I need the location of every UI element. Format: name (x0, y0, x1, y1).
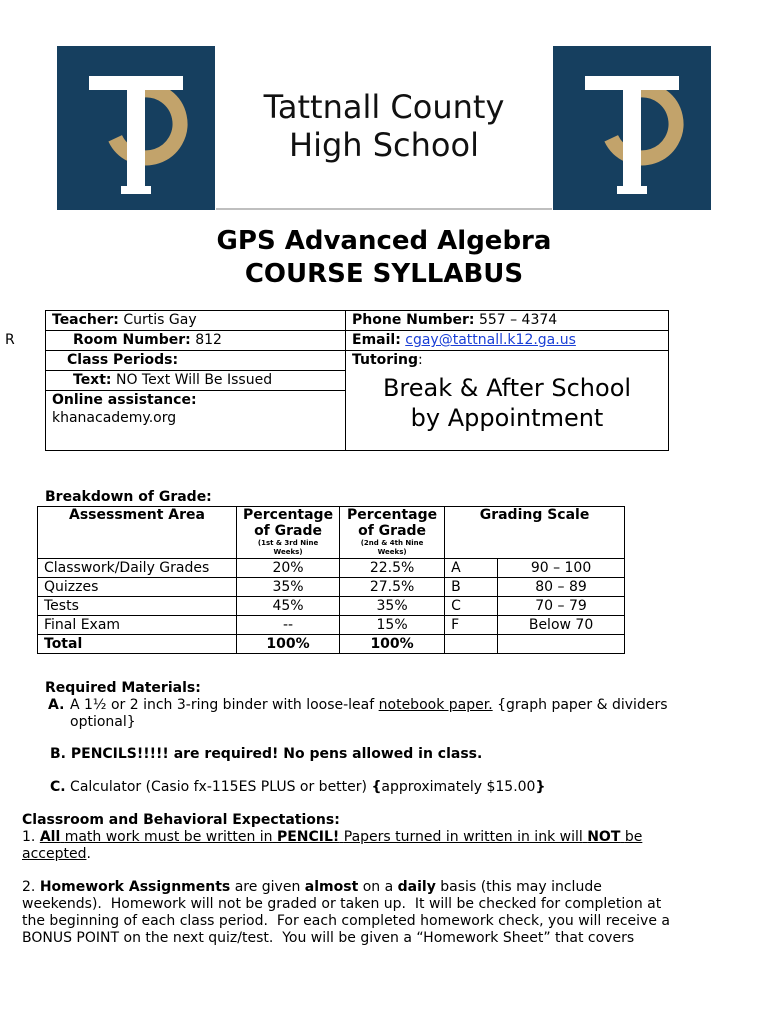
pct2-cell: 15% (340, 616, 445, 635)
expectation-2-line3: the beginning of each class period. For each completed homework check, you will receive a (22, 913, 670, 929)
tc-logo-icon (57, 46, 215, 210)
expectation-2-daily: daily (397, 879, 436, 895)
materials-heading: Required Materials: (45, 680, 201, 696)
total-range-empty (498, 635, 625, 654)
expectation-1-text1: math work must be written in (64, 829, 273, 845)
pct1-cell: 45% (237, 597, 340, 616)
email-label: Email: (352, 332, 401, 348)
pct1-cell: 20% (237, 559, 340, 578)
room-label: Room Number: (73, 332, 191, 348)
col-percentage-2-label: Percentage of Grade (347, 507, 438, 539)
teacher-value: Curtis Gay (123, 312, 197, 328)
col-percentage-2-sub: (2nd & 4th Nine Weeks) (360, 539, 424, 556)
grade-table (37, 506, 625, 654)
tc-logo-icon (553, 46, 711, 210)
pct1-cell: 35% (237, 578, 340, 597)
online-label: Online assistance: (52, 392, 197, 408)
teacher-cell (46, 311, 346, 331)
tutoring-cell (346, 351, 669, 451)
expectation-2-hw: Homework Assignments (39, 879, 231, 895)
expectation-1-body (40, 829, 643, 845)
col-percentage-1-label: Percentage of Grade (243, 507, 334, 539)
table-row (38, 597, 625, 616)
pct1-cell: -- (237, 616, 340, 635)
course-title: GPS Advanced Algebra (216, 226, 552, 256)
syllabus-title: COURSE SYLLABUS (244, 259, 524, 289)
expectation-2-line4: BONUS POINT on the next quiz/test. You will be given a “Homework Sheet” that covers (22, 930, 635, 946)
col-percentage-1-sub: (1st & 3rd Nine Weeks) (257, 539, 319, 556)
teacher-info-table (45, 310, 669, 451)
text-value: NO Text Will Be Issued (115, 372, 273, 388)
expectation-1-accepted: accepted (22, 846, 87, 862)
expectation-1-num: 1. (22, 829, 36, 845)
expectation-1-be: be (624, 829, 643, 845)
tutoring-line2: by Appointment (410, 404, 604, 432)
expectation-2-almost: almost (304, 879, 359, 895)
phone-value: 557 – 4374 (478, 312, 558, 328)
text-label: Text: (73, 372, 112, 388)
material-a-marker: A. (48, 697, 65, 713)
col-percentage-2 (340, 507, 445, 559)
school-name-line1: Tattnall County (263, 88, 505, 126)
expectation-1-pencil: PENCIL! (276, 829, 340, 845)
expectation-2-num: 2. (22, 879, 36, 895)
expectation-1 (22, 829, 662, 863)
total-label: Total (38, 635, 237, 654)
expectation-2-line1 (22, 879, 682, 896)
material-c-marker: C. (50, 779, 66, 795)
area-cell: Final Exam (38, 616, 237, 635)
material-a-text3: optional} (70, 714, 136, 730)
expectation-1-period: . (86, 846, 91, 862)
area-cell: Classwork/Daily Grades (38, 559, 237, 578)
online-value: khanacademy.org (52, 410, 177, 426)
school-logo-left (57, 46, 215, 210)
school-logo-right (553, 46, 711, 210)
col-grading-scale: Grading Scale (445, 507, 625, 559)
email-link[interactable]: cgay@tattnall.k12.ga.us (405, 332, 576, 348)
expectation-1-text2: Papers turned in written in ink will (343, 829, 583, 845)
expectation-2-line2: weekends). Homework will not be graded or taken up. It will be checked for completion at (22, 896, 662, 912)
expectation-2-are: are given (234, 879, 301, 895)
total-pct2: 100% (340, 635, 445, 654)
letter-cell: C (445, 597, 498, 616)
expectations-heading: Classroom and Behavioral Expectations: (22, 812, 340, 828)
material-b: B. PENCILS!!!!! are required! No pens allowed in class. (50, 746, 483, 762)
area-cell: Tests (38, 597, 237, 616)
material-c-brace-close: } (535, 779, 546, 795)
total-row (38, 635, 625, 654)
table-row (38, 616, 625, 635)
text-cell (46, 371, 346, 391)
pct2-cell: 27.5% (340, 578, 445, 597)
area-cell: Quizzes (38, 578, 237, 597)
email-cell (346, 331, 669, 351)
periods-cell (46, 351, 346, 371)
material-a (48, 697, 688, 731)
material-a-text2: {graph paper & dividers (497, 697, 668, 713)
expectation-2 (22, 879, 682, 947)
letter-cell: B (445, 578, 498, 597)
material-c-text2: approximately $15.00 (381, 779, 536, 795)
expectation-2-on: on a (362, 879, 394, 895)
tutoring-label: Tutoring (352, 352, 418, 368)
tutoring-line1: Break & After School (382, 374, 632, 402)
room-value: 812 (195, 332, 222, 348)
expectation-2-rest1: basis (this may include (440, 879, 602, 895)
room-cell (46, 331, 346, 351)
letter-cell: F (445, 616, 498, 635)
range-cell: 90 – 100 (498, 559, 625, 578)
expectation-1-not: NOT (587, 829, 621, 845)
phone-cell (346, 311, 669, 331)
range-cell: 70 – 79 (498, 597, 625, 616)
col-percentage-1 (237, 507, 340, 559)
tutoring-colon: : (417, 352, 423, 368)
expectation-1-line2 (22, 846, 662, 863)
grade-caption: Breakdown of Grade: (45, 489, 212, 505)
material-c-text1: Calculator (Casio fx-115ES PLUS or better) (70, 779, 367, 795)
margin-mark: R (5, 332, 15, 348)
periods-label: Class Periods: (67, 352, 179, 368)
total-pct1: 100% (237, 635, 340, 654)
teacher-label: Teacher: (52, 312, 119, 328)
range-cell: Below 70 (498, 616, 625, 635)
material-a-text1: A 1½ or 2 inch 3-ring binder with loose-leaf (70, 697, 375, 713)
range-cell: 80 – 89 (498, 578, 625, 597)
total-letter-empty (445, 635, 498, 654)
online-cell (46, 391, 346, 451)
school-name-line2: High School (289, 126, 479, 164)
material-c-brace-open: { (371, 779, 382, 795)
table-row (38, 578, 625, 597)
expectation-1-all: All (39, 829, 61, 845)
pct2-cell: 22.5% (340, 559, 445, 578)
pct2-cell: 35% (340, 597, 445, 616)
material-c (50, 779, 545, 796)
col-assessment-area: Assessment Area (38, 507, 237, 559)
table-row (38, 559, 625, 578)
phone-label: Phone Number: (352, 312, 475, 328)
school-name (216, 46, 552, 210)
material-a-link: notebook paper. (378, 697, 493, 713)
letter-cell: A (445, 559, 498, 578)
